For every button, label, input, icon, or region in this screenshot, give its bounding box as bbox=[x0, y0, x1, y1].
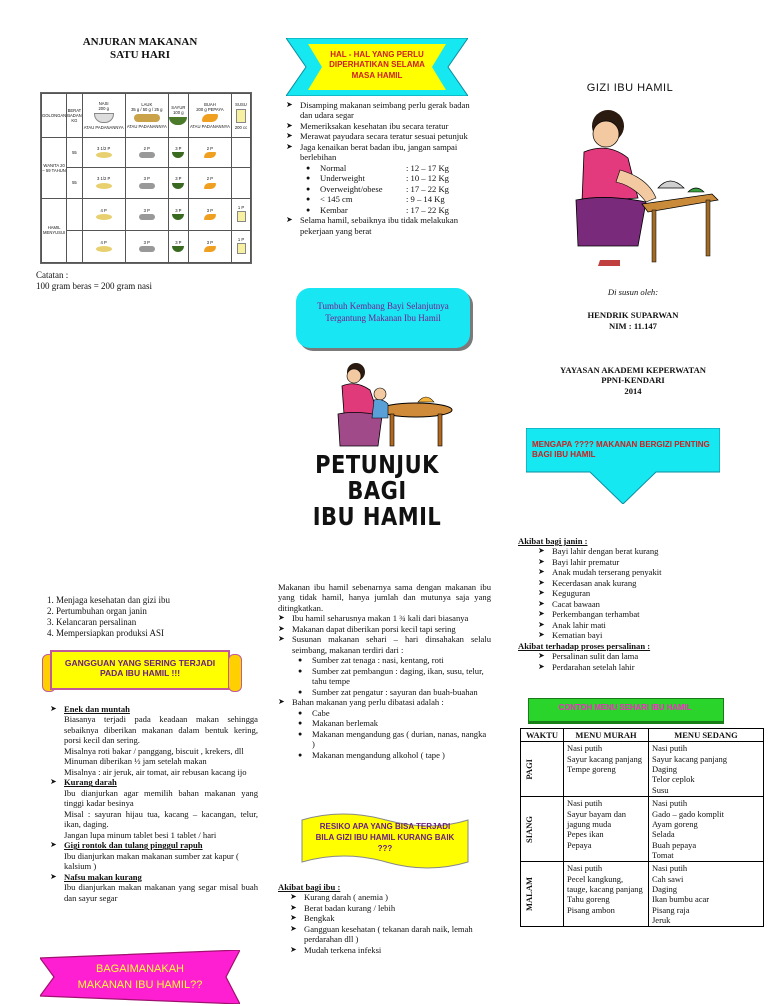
institution-block: YAYASAN AKADEMI KEPERWATAN PPNI-KENDARI 2014 bbox=[560, 365, 706, 396]
weight-gain-list bbox=[286, 163, 482, 215]
batasi-heading: ➤ Bahan makanan yang perlu dibatasi adalah : bbox=[278, 697, 491, 707]
weight-row: ● Underweight : 10 – 12 Kg bbox=[306, 173, 482, 183]
rice-portion-icon bbox=[96, 183, 112, 189]
author-nim: NIM : 11.147 bbox=[609, 320, 657, 331]
akibat-janin-section bbox=[518, 536, 744, 672]
batasi-item: ● Makanan mengandung alkohol ( tape ) bbox=[298, 750, 491, 760]
gangguan-item: ➤ Enek dan muntah Biasanya terjadi pada keadaan makan sehingga sebaiknya diberikan makanan dalam bentuk kering, porsi kecil dan sering. Misalnya roti bakar / panggang, biscuit , krekers, dll Minuman diberikan ½ jam setelah makan Misalnya : air jeruk, air tomat, air rebusan kacang ijo bbox=[50, 704, 258, 777]
zat-list bbox=[278, 655, 491, 697]
col-nasi: NASI 200 g ATAU PADANANNYA bbox=[82, 94, 125, 138]
gangguan-list bbox=[50, 704, 258, 903]
weight-mark-2: 55 bbox=[67, 168, 82, 198]
gangguan-item: ➤ Gigi rontok dan tulang pinggul rapuh Ibu dianjurkan makan makanan sumber zat kapur ( kalsium ) bbox=[50, 840, 258, 871]
mother-feeding-illustration bbox=[320, 358, 470, 450]
weight-row: ● Overweight/obese : 17 – 22 Kg bbox=[306, 184, 482, 194]
menu-table bbox=[520, 728, 764, 927]
menu-time-label: MALAM bbox=[524, 877, 534, 912]
hal-item: ➤ Selama hamil, sebaiknya ibu tidak melakukan pekerjaan yang berat bbox=[286, 215, 482, 236]
milk-glass-icon bbox=[236, 109, 246, 123]
vegetable-bowl-icon bbox=[169, 117, 187, 125]
buah-portion-icon bbox=[204, 214, 216, 220]
menu-header-murah: MENU MURAH bbox=[564, 729, 649, 742]
gangguan-banner-text: GANGGUAN YANG SERING TERJADI PADA IBU HAMIL !!! bbox=[50, 650, 230, 690]
sayur-portion-icon bbox=[172, 152, 184, 158]
resiko-banner: RESIKO APA YANG BISA TERJADI BILA GIZI IBU HAMIL KURANG BAIK ??? bbox=[315, 822, 455, 853]
menu-banner-text: CONTOH MENU SEHARI IBU HAMIL bbox=[558, 703, 692, 712]
weight-row: ● Kembar : 17 – 22 Kg bbox=[306, 205, 482, 215]
food-guide-title: ANJURAN MAKANAN SATU HARI bbox=[82, 36, 198, 62]
buah-portion-icon bbox=[204, 183, 216, 189]
menu-time-label: SIANG bbox=[524, 815, 534, 843]
sayur-portion-icon bbox=[172, 246, 184, 252]
milk-portion-icon bbox=[237, 243, 246, 254]
fish-meat-icon bbox=[134, 114, 160, 122]
sayur-portion-icon bbox=[172, 183, 184, 189]
batasi-item: ● Makanan mengandung gas ( durian, nanas, nangka ) bbox=[298, 729, 491, 750]
janin-item: ➤ Anak lahir mati bbox=[538, 620, 744, 630]
gangguan-item: ➤ Nafsu makan kurang Ibu dianjurkan makan makanan yang segar misal buah dan sayur segar bbox=[50, 872, 258, 903]
akibat-ibu-item: ➤ Berat badan kurang / lebih bbox=[290, 903, 491, 913]
batasi-list bbox=[278, 708, 491, 760]
janin-item: ➤ Anak mudah terserang penyakit bbox=[538, 567, 744, 577]
pregnant-woman-eating-illustration bbox=[556, 100, 726, 268]
cover-title: GIZI IBU HAMIL bbox=[586, 82, 674, 94]
purpose-item: 1. Menjaga kesehatan dan gizi ibu bbox=[56, 595, 276, 606]
menu-row-siang: SIANG Nasi putih Sayur bayam dan jagung muda Pepes ikan Pepaya Nasi putih Gado – gado komplit Ayam goreng Selada Buah pepaya Tomat bbox=[521, 797, 764, 862]
food-note: Catatan : 100 gram beras = 200 gram nasi bbox=[36, 270, 153, 291]
weight-row: ● < 145 cm : 9 – 14 Kg bbox=[306, 194, 482, 204]
batasi-item: ● Cabe bbox=[298, 708, 491, 718]
hal-hal-banner: HAL - HAL YANG PERLU DIPERHATIKAN SELAMA MASA HAMIL bbox=[329, 50, 425, 80]
proses-item: ➤ Perdarahan setelah lahir bbox=[538, 662, 744, 672]
hal-item: ➤ Merawat payudara secara teratur sesuai petunjuk bbox=[286, 131, 482, 141]
zat-item: ● Sumber zat pengatur : sayuran dan buah-buahan bbox=[298, 687, 491, 697]
author-name: HENDRIK SUPARWAN bbox=[587, 310, 679, 321]
janin-item: ➤ Perkembangan terhambat bbox=[538, 609, 744, 619]
zat-item: ● Sumber zat pembangun : daging, ikan, susu, telur, tahu tempe bbox=[298, 666, 491, 687]
purpose-item: 3. Kelancaran persalinan bbox=[56, 617, 276, 628]
group-hamil: HAMIL MENYUSUI bbox=[42, 198, 67, 262]
makanan-item: ➤ Susunan makanan sehari – hari dinsahakan selalu seimbang, makanan terdiri dari : bbox=[278, 634, 491, 655]
proses-item: ➤ Persalinan sulit dan lama bbox=[538, 651, 744, 661]
nutrition-purposes-list bbox=[36, 595, 276, 639]
intro-paragraph: Makanan ibu hamil sebenarnya sama dengan makanan ibu yang tidak hamil, hanya jumlah dan mutunya saja yang ditingkatkan. bbox=[278, 582, 491, 613]
weight-mark-1: 55 bbox=[67, 138, 82, 168]
mengapa-text: MENGAPA ???? MAKANAN BERGIZI PENTING BAGI IBU HAMIL bbox=[532, 440, 710, 460]
rice-portion-icon bbox=[96, 152, 112, 158]
col-golongan: GOLONGAN bbox=[42, 94, 67, 138]
akibat-proses-heading: Akibat terhadap proses persalinan : bbox=[518, 640, 651, 651]
weight-row: ● Normal : 12 – 17 Kg bbox=[306, 163, 482, 173]
hal-item: ➤ Memeriksakan kesehatan ibu secara teratur bbox=[286, 121, 482, 131]
rice-portion-icon bbox=[96, 246, 112, 252]
disusun-label: Di susun oleh: bbox=[607, 287, 659, 297]
rice-portion-icon bbox=[96, 214, 112, 220]
akibat-ibu-section bbox=[278, 882, 491, 955]
akibat-janin-heading: Akibat bagi janin : bbox=[518, 536, 588, 546]
akibat-ibu-item: ➤ Bengkak bbox=[290, 913, 491, 923]
janin-item: ➤ Bayi lahir dengan berat kurang bbox=[538, 546, 744, 556]
rice-bowl-icon bbox=[94, 113, 114, 123]
janin-item: ➤ Bayi lahir prematur bbox=[538, 557, 744, 567]
lauk-portion-icon bbox=[139, 152, 155, 158]
akibat-ibu-item: ➤ Mudah terkena infeksi bbox=[290, 945, 491, 955]
lauk-portion-icon bbox=[139, 246, 155, 252]
gangguan-banner bbox=[42, 650, 242, 694]
purpose-item: 2. Pertumbuhan organ janin bbox=[56, 606, 276, 617]
menu-header-row bbox=[521, 729, 764, 742]
food-portion-chart bbox=[40, 92, 252, 264]
akibat-ibu-heading: Akibat bagi ibu : bbox=[278, 882, 341, 892]
col-susu: SUSU 200 cc bbox=[232, 94, 251, 138]
purpose-item: 4. Mempersiapkan produksi ASI bbox=[56, 628, 276, 639]
lauk-portion-icon bbox=[139, 214, 155, 220]
zat-item: ● Sumber zat tenaga : nasi, kentang, roti bbox=[298, 655, 491, 665]
main-title: PETUNJUK BAGI IBU HAMIL bbox=[312, 450, 442, 532]
col-weight: BERAT BADAN KG bbox=[67, 94, 82, 138]
group-wanita: WANITA 20 – 59 TAHUN bbox=[42, 138, 67, 198]
scroll-curl-right bbox=[228, 654, 242, 692]
akibat-ibu-item: ➤ Kurang darah ( anemia ) bbox=[290, 892, 491, 902]
tumbuh-kembang-text: Tumbuh Kembang Bayi Selanjutnya Tergantung Makanan Ibu Hamil bbox=[317, 301, 449, 324]
bagaimanakah-banner: BAGAIMANAKAH MAKANAN IBU HAMIL?? bbox=[77, 963, 203, 991]
makanan-item: ➤ Makanan dapat diberikan porsi kecil tapi sering bbox=[278, 624, 491, 634]
janin-item: ➤ Cacat bawaan bbox=[538, 599, 744, 609]
milk-portion-icon bbox=[237, 211, 246, 222]
buah-portion-icon bbox=[204, 152, 216, 158]
menu-header-sedang: MENU SEDANG bbox=[649, 729, 764, 742]
akibat-ibu-item: ➤ Gangguan kesehatan ( tekanan darah naik, lemah perdarahan dll ) bbox=[290, 924, 491, 945]
col-sayur: SAYUR 100 g bbox=[168, 94, 188, 138]
makanan-item: ➤ Ibu hamil seharusnya makan 1 ¾ kali dari biasanya bbox=[278, 613, 491, 623]
makanan-ibu-hamil-section bbox=[278, 582, 491, 760]
janin-item: ➤ Keguguran bbox=[538, 588, 744, 598]
sayur-portion-icon bbox=[172, 214, 184, 220]
hal-item: ➤ Jaga kenaikan berat badan ibu, jangan sampai berlebihan bbox=[286, 142, 482, 163]
hal-hal-list bbox=[286, 100, 482, 236]
hal-item: ➤ Disamping makanan seimbang perlu gerak badan dan udara segar bbox=[286, 100, 482, 121]
papaya-icon bbox=[202, 114, 218, 122]
menu-time-label: PAGI bbox=[524, 758, 534, 780]
janin-item: ➤ Kematian bayi bbox=[538, 630, 744, 640]
author-block bbox=[558, 287, 708, 331]
menu-row-pagi: PAGI Nasi putih Sayur kacang panjang Tempe goreng Nasi putih Sayur kacang panjang Daging Telor ceplok Susu bbox=[521, 742, 764, 797]
gangguan-item: ➤ Kurang darah Ibu dianjurkan agar memilih bahan makanan yang tinggi kadar besinya Misal : sayuran hijau tua, kacang – kacangan, telur, ikan, daging. Jangan lupa minum tablet besi 1 tablet / hari bbox=[50, 777, 258, 840]
lauk-portion-icon bbox=[139, 183, 155, 189]
food-portion-table: GOLONGAN BERAT BADAN KG NASI 200 g ATAU PADANANNYA LAUK 35 g / 50 g / 25 g ATAU PADANANNYA SAYUR 100 g BUAH 200 g PEPAYA ATAU PADANANNYA SUSU 200 cc WANITA 20 – 59 TAHUN 55 3 1/2 P 2 P 3 P 2 P 55 3 1/2 P 3 P 3 P 2 P HAMIL MENYUSUI 4 P 3 P 3 P 3 P 1 P 4 P 3 P 3 P 3 P 1 P bbox=[41, 93, 251, 263]
col-buah: BUAH 200 g PEPAYA ATAU PADANANNYA bbox=[188, 94, 231, 138]
batasi-item: ● Makanan berlemak bbox=[298, 718, 491, 728]
buah-portion-icon bbox=[204, 246, 216, 252]
menu-header-waktu: WAKTU bbox=[521, 729, 564, 742]
col-lauk: LAUK 35 g / 50 g / 25 g ATAU PADANANNYA bbox=[125, 94, 168, 138]
menu-row-malam: MALAM Nasi putih Pecel kangkung, tauge, kacang panjang Tahu goreng Pisang ambon Nasi putih Cah sawi Daging Ikan bumbu acar Pisang raja Jeruk bbox=[521, 862, 764, 927]
janin-item: ➤ Kecerdasan anak kurang bbox=[538, 578, 744, 588]
